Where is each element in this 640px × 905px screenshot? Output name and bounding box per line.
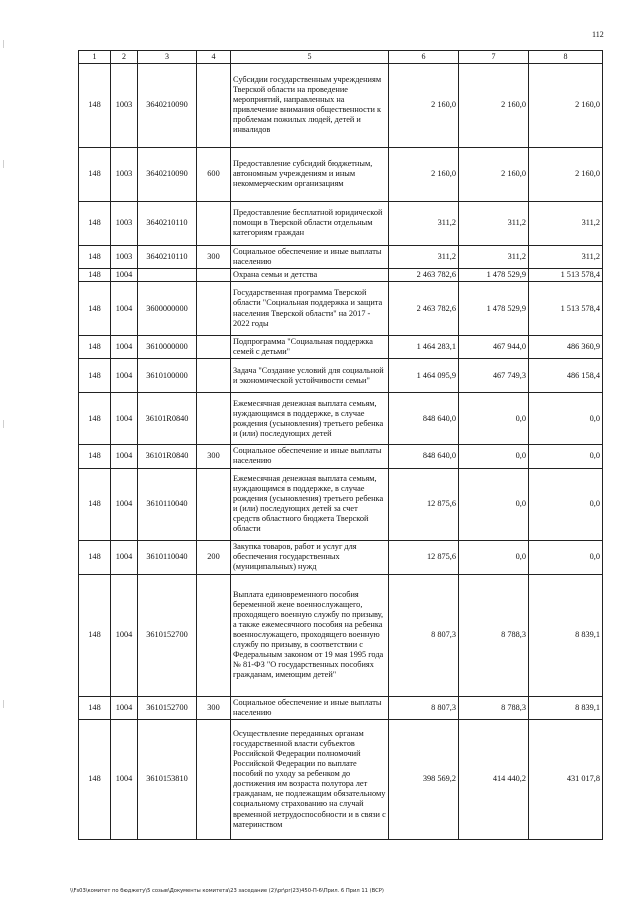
table-row: [79, 282, 603, 336]
amount-col6-cell: 12 875,6: [389, 540, 459, 574]
table-row: [79, 468, 603, 540]
table-row: [79, 359, 603, 393]
amount-col8-cell: 486 360,9: [529, 336, 603, 359]
item-name-cell: Социальное обеспечение и иные выплаты населению: [231, 445, 389, 468]
header-cell-4: 4: [197, 51, 231, 64]
item-name-cell: Предоставление бесплатной юридической помощи в Тверской области отдельным категориям граждан: [231, 201, 389, 245]
amount-col8-cell: 0,0: [529, 393, 603, 445]
amount-col8-cell: 0,0: [529, 540, 603, 574]
amount-col7-cell: 0,0: [459, 468, 529, 540]
item-name-cell: Осуществление переданных органам государственной власти субъектов Российской Федерации полномочий Российской Федерации по выплате пособий по уходу за ребенком до достижения им возраста полутора лет гражданам, не подлежащим обязательному социальному страхованию на случай временной нетрудоспособности и в связи с материнством: [231, 719, 389, 839]
amount-col8-cell: 311,2: [529, 201, 603, 245]
amount-col8-cell: 311,2: [529, 245, 603, 268]
header-cell-7: 7: [459, 51, 529, 64]
table-row: [79, 540, 603, 574]
section-code-cell: 1004: [111, 393, 138, 445]
table-row: [79, 245, 603, 268]
admin-code-cell: 148: [79, 719, 111, 839]
amount-col7-cell: 0,0: [459, 393, 529, 445]
page-number: 112: [592, 30, 604, 39]
item-name-cell: Социальное обеспечение и иные выплаты населению: [231, 696, 389, 719]
amount-col7-cell: 467 944,0: [459, 336, 529, 359]
target-article-cell: 3610152700: [138, 574, 197, 696]
amount-col8-cell: 1 513 578,4: [529, 268, 603, 281]
section-code-cell: 1004: [111, 468, 138, 540]
item-name-cell: Ежемесячная денежная выплата семьям, нуждающимся в поддержке, в случае рождения (усыновления) третьего ребенка и (или) последующих детей за счет средств областного бюджета Тверской области: [231, 468, 389, 540]
table-row: [79, 147, 603, 201]
item-name-cell: Ежемесячная денежная выплата семьям, нуждающимся в поддержке, в случае рождения (усыновления) третьего ребенка и (или) последующих детей: [231, 393, 389, 445]
target-article-cell: 36101R0840: [138, 445, 197, 468]
item-name-cell: Подпрограмма "Социальная поддержка семей с детьми": [231, 336, 389, 359]
amount-col8-cell: 0,0: [529, 445, 603, 468]
table-row: [79, 63, 603, 147]
header-cell-2: 2: [111, 51, 138, 64]
table-row: [79, 393, 603, 445]
amount-col7-cell: 2 160,0: [459, 63, 529, 147]
amount-col6-cell: 8 807,3: [389, 696, 459, 719]
table-row: [79, 268, 603, 281]
expense-type-cell: [197, 336, 231, 359]
admin-code-cell: 148: [79, 201, 111, 245]
target-article-cell: 3640210090: [138, 147, 197, 201]
amount-col6-cell: 1 464 283,1: [389, 336, 459, 359]
target-article-cell: 3640210110: [138, 245, 197, 268]
item-name-cell: Задача "Создание условий для социальной и экономической устойчивости семьи": [231, 359, 389, 393]
amount-col6-cell: 2 160,0: [389, 147, 459, 201]
section-code-cell: 1004: [111, 359, 138, 393]
expense-type-cell: [197, 268, 231, 281]
expense-type-cell: [197, 282, 231, 336]
amount-col6-cell: 2 463 782,6: [389, 268, 459, 281]
admin-code-cell: 148: [79, 268, 111, 281]
expense-type-cell: [197, 468, 231, 540]
table-row: [79, 696, 603, 719]
item-name-cell: Социальное обеспечение и иные выплаты населению: [231, 245, 389, 268]
table-body: [79, 63, 603, 839]
amount-col7-cell: 0,0: [459, 445, 529, 468]
amount-col7-cell: 467 749,3: [459, 359, 529, 393]
amount-col8-cell: 1 513 578,4: [529, 282, 603, 336]
admin-code-cell: 148: [79, 245, 111, 268]
amount-col7-cell: 1 478 529,9: [459, 268, 529, 281]
expense-type-cell: [197, 574, 231, 696]
admin-code-cell: 148: [79, 147, 111, 201]
item-name-cell: Охрана семьи и детства: [231, 268, 389, 281]
admin-code-cell: 148: [79, 393, 111, 445]
expense-type-cell: [197, 201, 231, 245]
admin-code-cell: 148: [79, 359, 111, 393]
target-article-cell: 3610152700: [138, 696, 197, 719]
header-row: [79, 51, 603, 64]
amount-col6-cell: 2 463 782,6: [389, 282, 459, 336]
amount-col7-cell: 2 160,0: [459, 147, 529, 201]
left-edge-mark: [3, 40, 4, 48]
item-name-cell: Закупка товаров, работ и услуг для обеспечения государственных (муниципальных) нужд: [231, 540, 389, 574]
item-name-cell: Выплата единовременного пособия беременной жене военнослужащего, проходящего военную службу по призыву, а также ежемесячного пособия на ребенка военнослужащего, проходящего военную службу по призыву, в соответствии с Федеральным законом от 19 мая 1995 года № 81-ФЗ "О государственных пособиях гражданам, имеющим детей": [231, 574, 389, 696]
header-cell-6: 6: [389, 51, 459, 64]
amount-col6-cell: 848 640,0: [389, 393, 459, 445]
target-article-cell: 3640210090: [138, 63, 197, 147]
table-row: [79, 719, 603, 839]
section-code-cell: 1004: [111, 696, 138, 719]
target-article-cell: 3610153810: [138, 719, 197, 839]
item-name-cell: Государственная программа Тверской области "Социальная поддержка и защита населения Тверской области" на 2017 - 2022 годы: [231, 282, 389, 336]
amount-col8-cell: 8 839,1: [529, 696, 603, 719]
amount-col6-cell: 8 807,3: [389, 574, 459, 696]
amount-col8-cell: 0,0: [529, 468, 603, 540]
amount-col6-cell: 311,2: [389, 245, 459, 268]
admin-code-cell: 148: [79, 696, 111, 719]
left-edge-mark: [3, 700, 4, 708]
amount-col6-cell: 12 875,6: [389, 468, 459, 540]
left-edge-mark: [3, 420, 4, 428]
section-code-cell: 1003: [111, 147, 138, 201]
amount-col6-cell: 848 640,0: [389, 445, 459, 468]
header-cell-1: 1: [79, 51, 111, 64]
admin-code-cell: 148: [79, 574, 111, 696]
amount-col7-cell: 1 478 529,9: [459, 282, 529, 336]
header-cell-8: 8: [529, 51, 603, 64]
file-path-footer: \\Fs03\комитет по бюджету\5 созыв\Документы комитета\23 заседание (2)\pr\pr(23)450-П-6\Прил. 6 Прил 11 (ВСР): [70, 888, 384, 894]
table-row: [79, 201, 603, 245]
expense-type-cell: [197, 719, 231, 839]
expense-type-cell: [197, 393, 231, 445]
target-article-cell: 3610110040: [138, 468, 197, 540]
table-row: [79, 445, 603, 468]
section-code-cell: 1004: [111, 282, 138, 336]
section-code-cell: 1003: [111, 201, 138, 245]
admin-code-cell: 148: [79, 468, 111, 540]
table-row: [79, 336, 603, 359]
expense-type-cell: [197, 63, 231, 147]
left-edge-mark: [3, 160, 4, 168]
target-article-cell: [138, 268, 197, 281]
target-article-cell: 3600000000: [138, 282, 197, 336]
header-cell-3: 3: [138, 51, 197, 64]
table-header: [79, 51, 603, 64]
amount-col8-cell: 486 158,4: [529, 359, 603, 393]
amount-col7-cell: 8 788,3: [459, 696, 529, 719]
section-code-cell: 1003: [111, 245, 138, 268]
item-name-cell: Субсидии государственным учреждениям Тверской области на проведение мероприятий, направленных на привлечение внимания общественности к проблемам пожилых людей, детей и инвалидов: [231, 63, 389, 147]
amount-col7-cell: 414 440,2: [459, 719, 529, 839]
admin-code-cell: 148: [79, 336, 111, 359]
section-code-cell: 1004: [111, 336, 138, 359]
header-cell-5: 5: [231, 51, 389, 64]
amount-col8-cell: 431 017,8: [529, 719, 603, 839]
amount-col6-cell: 311,2: [389, 201, 459, 245]
amount-col6-cell: 1 464 095,9: [389, 359, 459, 393]
amount-col7-cell: 8 788,3: [459, 574, 529, 696]
admin-code-cell: 148: [79, 445, 111, 468]
amount-col6-cell: 2 160,0: [389, 63, 459, 147]
admin-code-cell: 148: [79, 63, 111, 147]
admin-code-cell: 148: [79, 540, 111, 574]
budget-table: [78, 50, 603, 840]
section-code-cell: 1004: [111, 445, 138, 468]
section-code-cell: 1004: [111, 268, 138, 281]
item-name-cell: Предоставление субсидий бюджетным, автономным учреждениям и иным некоммерческим организациям: [231, 147, 389, 201]
expense-type-cell: 600: [197, 147, 231, 201]
section-code-cell: 1003: [111, 63, 138, 147]
expense-type-cell: [197, 359, 231, 393]
target-article-cell: 36101R0840: [138, 393, 197, 445]
section-code-cell: 1004: [111, 574, 138, 696]
target-article-cell: 3610110040: [138, 540, 197, 574]
amount-col7-cell: 311,2: [459, 201, 529, 245]
expense-type-cell: 200: [197, 540, 231, 574]
target-article-cell: 3610000000: [138, 336, 197, 359]
table-row: [79, 574, 603, 696]
admin-code-cell: 148: [79, 282, 111, 336]
target-article-cell: 3610100000: [138, 359, 197, 393]
amount-col6-cell: 398 569,2: [389, 719, 459, 839]
amount-col7-cell: 311,2: [459, 245, 529, 268]
section-code-cell: 1004: [111, 719, 138, 839]
amount-col7-cell: 0,0: [459, 540, 529, 574]
expense-type-cell: 300: [197, 245, 231, 268]
target-article-cell: 3640210110: [138, 201, 197, 245]
amount-col8-cell: 2 160,0: [529, 147, 603, 201]
expense-type-cell: 300: [197, 696, 231, 719]
amount-col8-cell: 2 160,0: [529, 63, 603, 147]
amount-col8-cell: 8 839,1: [529, 574, 603, 696]
expense-type-cell: 300: [197, 445, 231, 468]
section-code-cell: 1004: [111, 540, 138, 574]
